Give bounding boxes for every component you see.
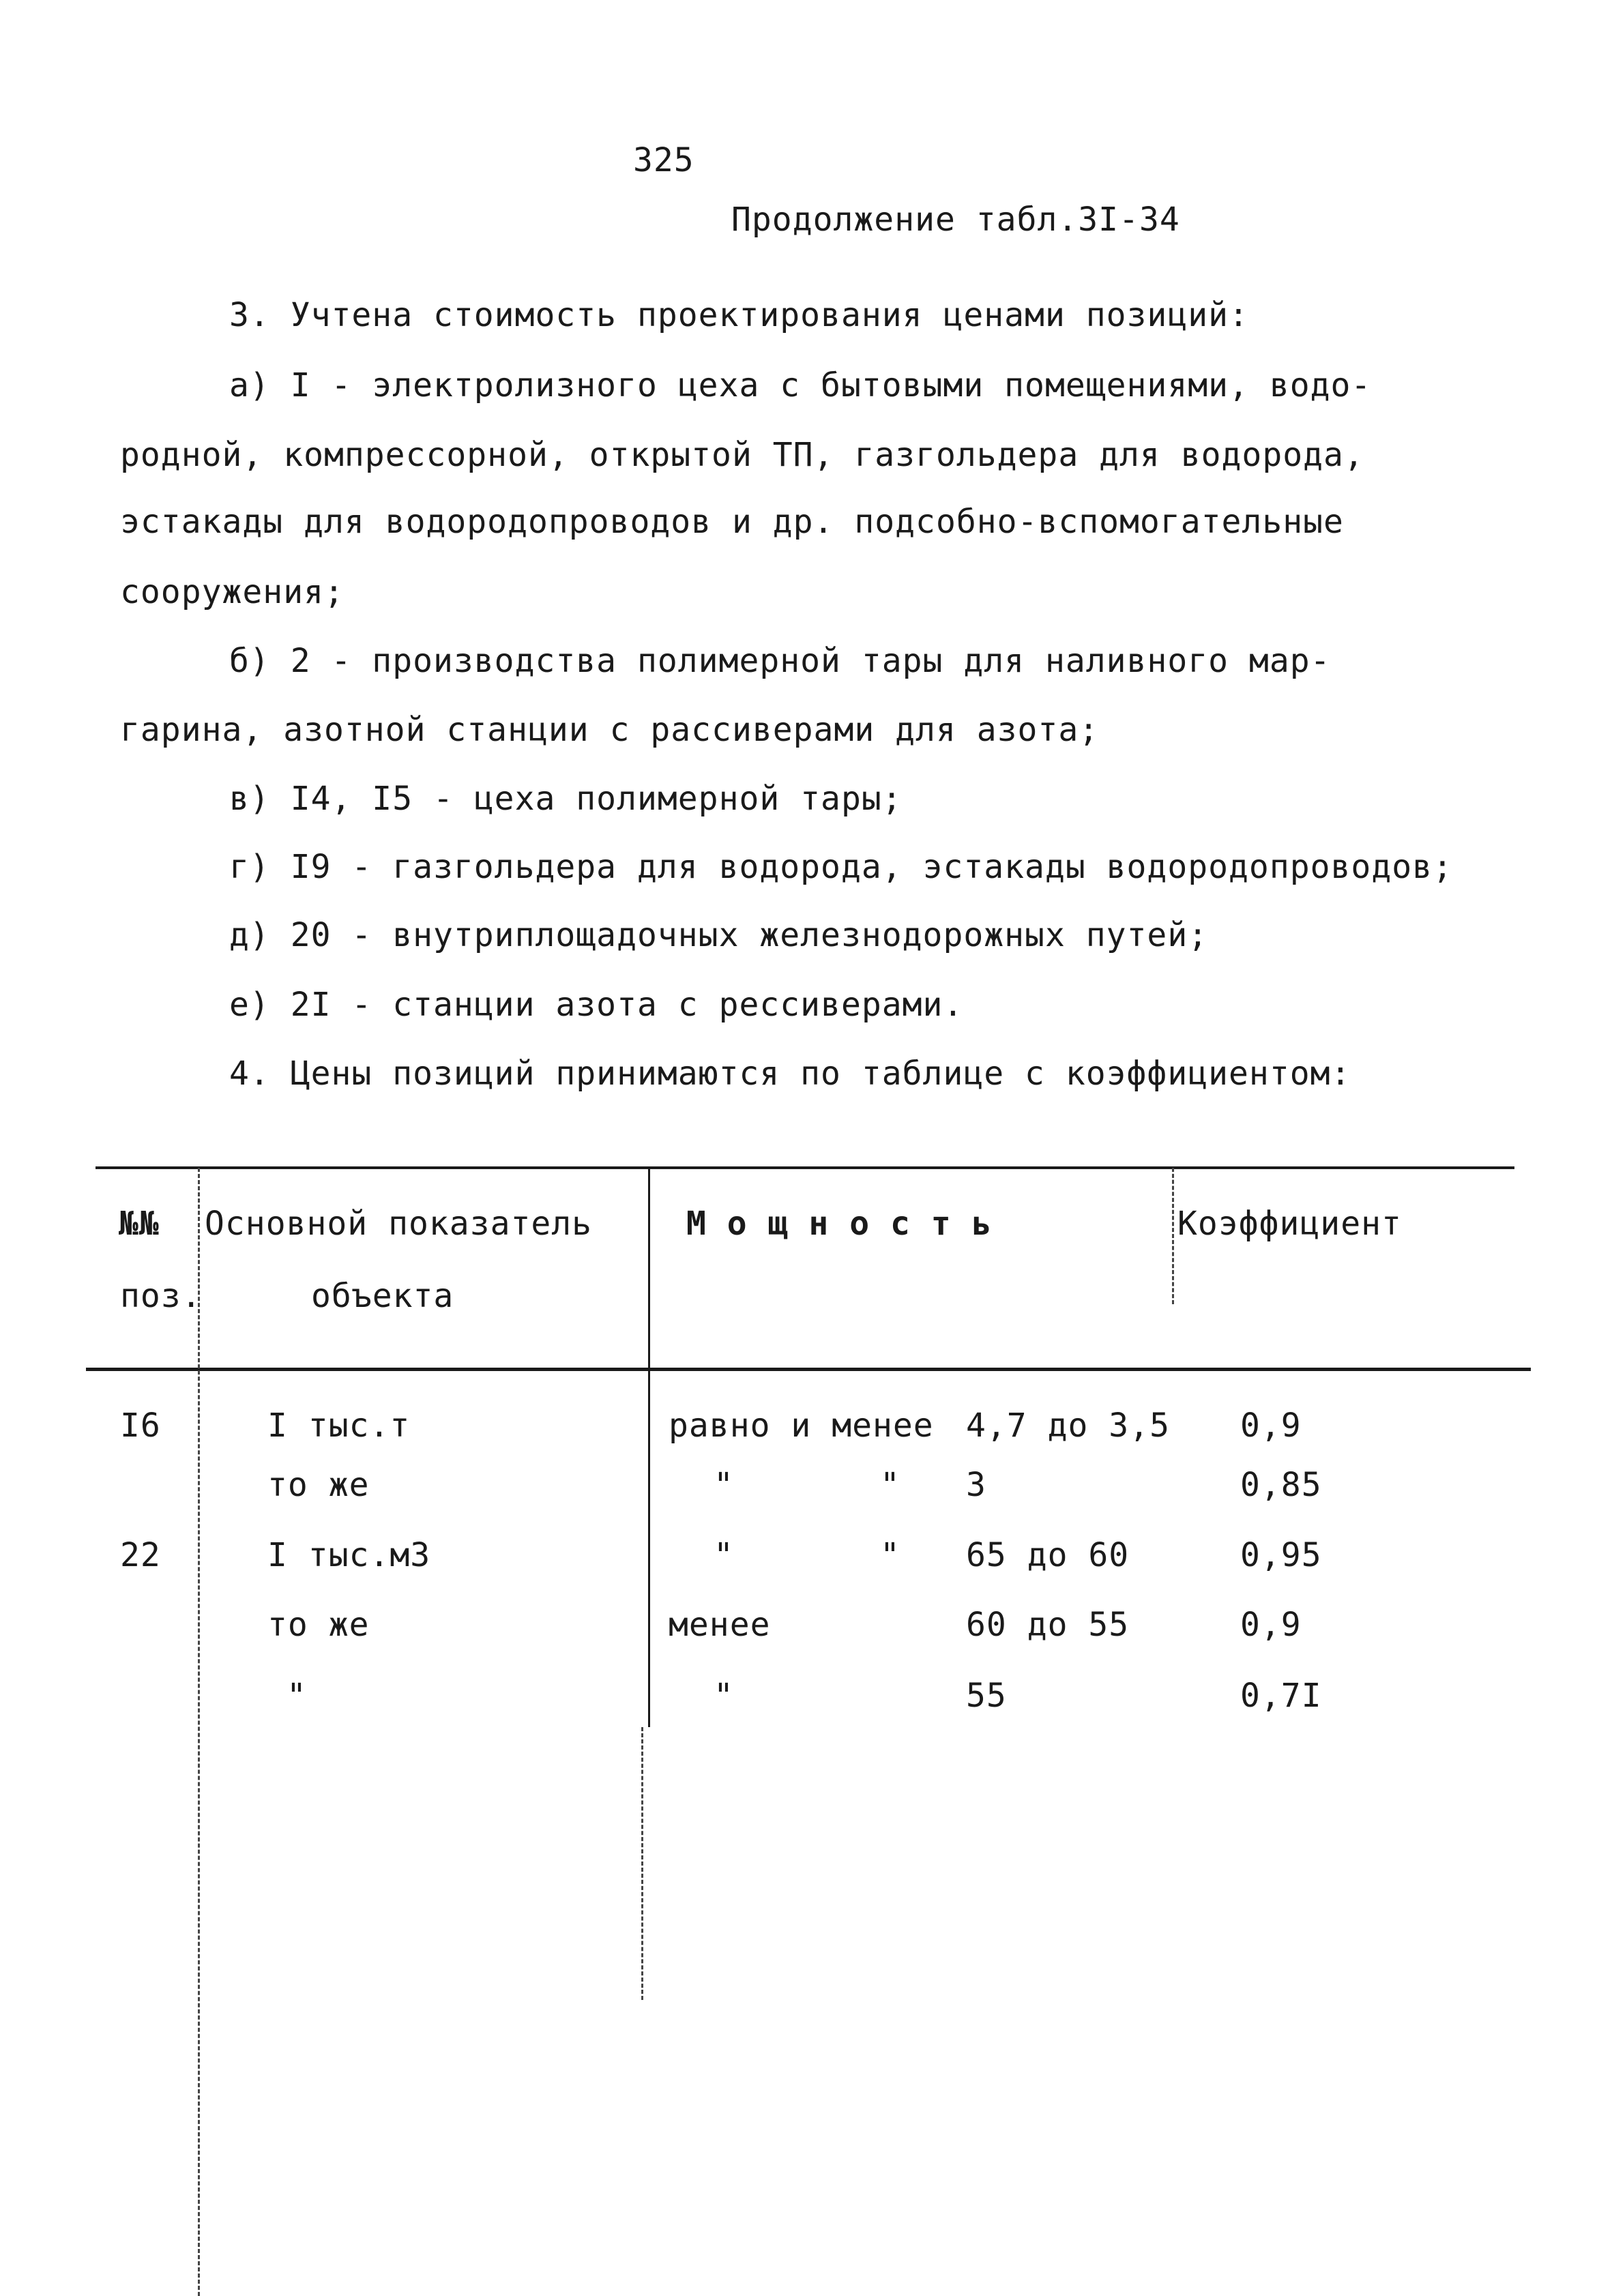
item-b-line-1: б) 2 - производства полимерной тары для наливного мар-	[229, 642, 1331, 680]
row-value: 3	[966, 1466, 986, 1504]
row-value: 60 до 55	[966, 1606, 1130, 1644]
column-divider-1	[198, 1168, 200, 2296]
row-coefficient: 0,9	[1240, 1407, 1302, 1445]
row-indicator: то же	[267, 1466, 370, 1504]
item-v: в) I4, I5 - цеха полимерной тары;	[229, 780, 903, 818]
row-coefficient: 0,95	[1240, 1536, 1322, 1574]
item-a-line-2: родной, компрессорной, открытой ТП, газгольдера для водорода,	[120, 436, 1364, 474]
item-a-line-3: эстакады для водородопроводов и др. подсобно-вспомогательные	[120, 503, 1344, 541]
table-top-rule	[96, 1166, 1514, 1169]
table-header-rule	[86, 1368, 1531, 1371]
row-indicator: I тыс.м3	[267, 1536, 431, 1574]
paragraph-4: 4. Цены позиций принимаются по таблице с коэффициентом:	[229, 1055, 1351, 1093]
row-condition: равно и менее	[669, 1407, 934, 1445]
page-number: 325	[633, 141, 694, 179]
row-coefficient: 0,7I	[1240, 1677, 1322, 1715]
row-value: 55	[966, 1677, 1007, 1715]
continuation-label: Продолжение табл.3I-34	[731, 201, 1180, 239]
header-pos-line-1: №№	[119, 1205, 160, 1243]
item-e: е) 2I - станции азота с рессиверами.	[229, 986, 964, 1024]
row-pos: I6	[120, 1407, 161, 1445]
row-condition: "	[714, 1677, 734, 1715]
row-pos: 22	[120, 1536, 161, 1574]
row-coefficient: 0,9	[1240, 1606, 1302, 1644]
item-a-line-1: а) I - электролизного цеха с бытовыми помещениями, водо-	[229, 366, 1372, 404]
header-coefficient: Коэффициент	[1177, 1205, 1402, 1243]
paragraph-3: 3. Учтена стоимость проектирования ценами позиций:	[229, 296, 1249, 334]
row-indicator: "	[287, 1677, 307, 1715]
row-condition: "	[714, 1536, 734, 1574]
row-indicator: I тыс.т	[267, 1407, 411, 1445]
row-condition: "	[714, 1466, 734, 1504]
header-pos-line-2: поз.	[120, 1277, 202, 1315]
row-condition-mark: "	[880, 1466, 900, 1504]
row-indicator: то же	[267, 1606, 370, 1644]
column-divider-2-lower	[641, 1727, 643, 2000]
item-d: д) 20 - внутриплощадочных железнодорожных путей;	[229, 916, 1209, 954]
item-a-line-4: сооружения;	[120, 573, 345, 611]
row-value: 65 до 60	[966, 1536, 1130, 1574]
header-capacity: М о щ н о с т ь	[686, 1205, 993, 1243]
row-condition-mark: "	[880, 1536, 900, 1574]
column-divider-3	[1172, 1168, 1174, 1304]
column-divider-2	[648, 1168, 650, 1727]
row-coefficient: 0,85	[1240, 1466, 1322, 1504]
header-indicator-line-2: объекта	[311, 1277, 454, 1315]
row-condition: менее	[669, 1606, 771, 1644]
item-b-line-2: гарина, азотной станции с рассиверами для азота;	[120, 711, 1100, 749]
row-value: 4,7 до 3,5	[966, 1407, 1170, 1445]
item-g: г) I9 - газгольдера для водорода, эстакады водородопроводов;	[229, 848, 1453, 886]
header-indicator-line-1: Основной показатель	[205, 1205, 593, 1243]
